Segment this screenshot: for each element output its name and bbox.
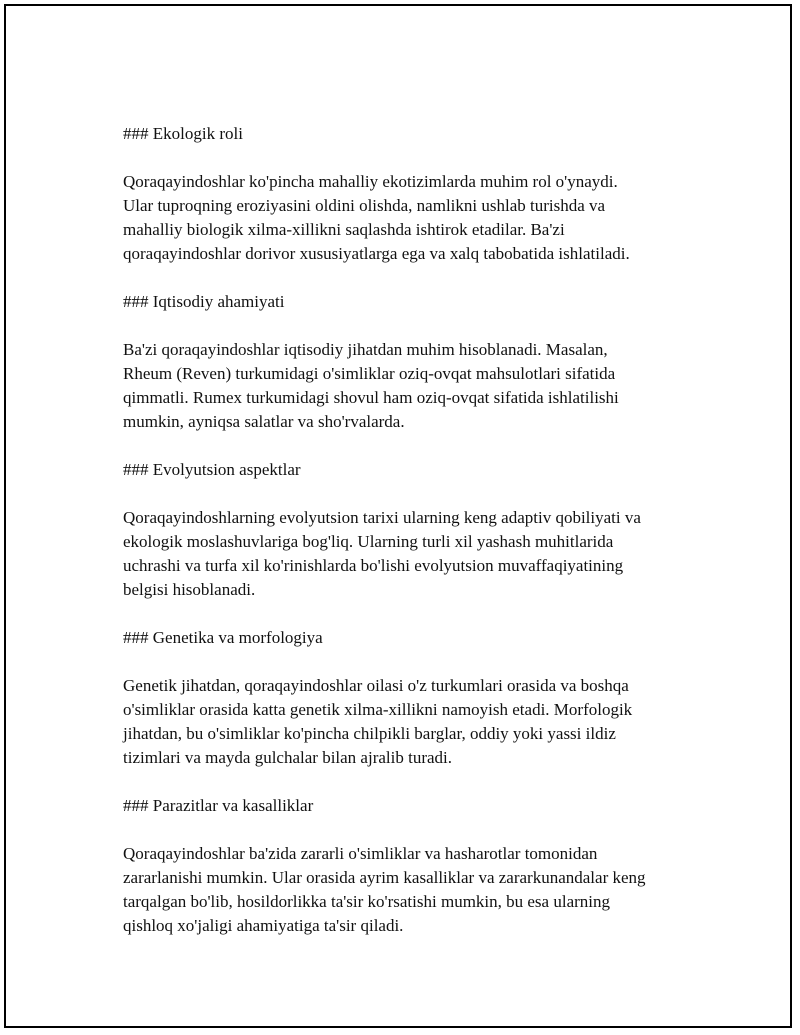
paragraph-line: qimmatli. Rumex turkumidagi shovul ham oziq-ovqat sifatida ishlatilishi	[123, 388, 619, 407]
paragraph-line: tarqalgan bo'lib, hosildorlikka ta'sir ko'rsatishi mumkin, bu esa ularning	[123, 892, 610, 911]
document-page	[4, 4, 792, 1028]
paragraph-line: qishloq xo'jaligi ahamiyatiga ta'sir qiladi.	[123, 916, 404, 935]
section-iqtisodiy-ahamiyati	[123, 290, 703, 434]
section-ekologik-roli	[123, 122, 703, 266]
section-paragraph	[123, 170, 703, 266]
section-heading: ### Evolyutsion aspektlar	[123, 460, 301, 479]
section-paragraph	[123, 506, 703, 602]
paragraph-line: mumkin, ayniqsa salatlar va sho'rvalarda.	[123, 412, 405, 431]
section-parazitlar-va-kasalliklar	[123, 794, 703, 938]
paragraph-line: Qoraqayindoshlar ko'pincha mahalliy ekotizimlarda muhim rol o'ynaydi.	[123, 172, 618, 191]
section-heading: ### Ekologik roli	[123, 124, 243, 143]
paragraph-line: ekologik moslashuvlariga bog'liq. Ularning turli xil yashash muhitlarida	[123, 532, 614, 551]
section-heading: ### Genetika va morfologiya	[123, 628, 323, 647]
paragraph-line: tizimlari va mayda gulchalar bilan ajralib turadi.	[123, 748, 453, 767]
section-heading: ### Parazitlar va kasalliklar	[123, 796, 314, 815]
paragraph-line: Rheum (Reven) turkumidagi o'simliklar oziq-ovqat mahsulotlari sifatida	[123, 364, 616, 383]
section-paragraph	[123, 338, 703, 434]
paragraph-line: Ba'zi qoraqayindoshlar iqtisodiy jihatdan muhim hisoblanadi. Masalan,	[123, 340, 608, 359]
paragraph-line: uchrashi va turfa xil ko'rinishlarda bo'lishi evolyutsion muvaffaqiyatining	[123, 556, 624, 575]
paragraph-line: Genetik jihatdan, qoraqayindoshlar oilasi o'z turkumlari orasida va boshqa	[123, 676, 629, 695]
paragraph-line: Ular tuproqning eroziyasini oldini olishda, namlikni ushlab turishda va	[123, 196, 606, 215]
paragraph-line: mahalliy biologik xilma-xillikni saqlashda ishtirok etadilar. Ba'zi	[123, 220, 565, 239]
paragraph-line: zararlanishi mumkin. Ular orasida ayrim kasalliklar va zararkunandalar keng	[123, 868, 646, 887]
section-genetika-va-morfologiya	[123, 626, 703, 770]
paragraph-line: jihatdan, bu o'simliklar ko'pincha chilpikli barglar, oddiy yoki yassi ildiz	[123, 724, 616, 743]
section-heading: ### Iqtisodiy ahamiyati	[123, 292, 285, 311]
section-evolyutsion-aspektlar	[123, 458, 703, 602]
paragraph-line: qoraqayindoshlar dorivor xususiyatlarga ega va xalq tabobatida ishlatiladi.	[123, 244, 630, 263]
paragraph-line: belgisi hisoblanadi.	[123, 580, 256, 599]
paragraph-line: Qoraqayindoshlarning evolyutsion tarixi ularning keng adaptiv qobiliyati va	[123, 508, 641, 527]
section-paragraph	[123, 842, 703, 938]
paragraph-line: Qoraqayindoshlar ba'zida zararli o'simliklar va hasharotlar tomonidan	[123, 844, 598, 863]
section-paragraph	[123, 674, 703, 770]
paragraph-line: o'simliklar orasida katta genetik xilma-xillikni namoyish etadi. Morfologik	[123, 700, 633, 719]
document-body	[123, 122, 703, 962]
